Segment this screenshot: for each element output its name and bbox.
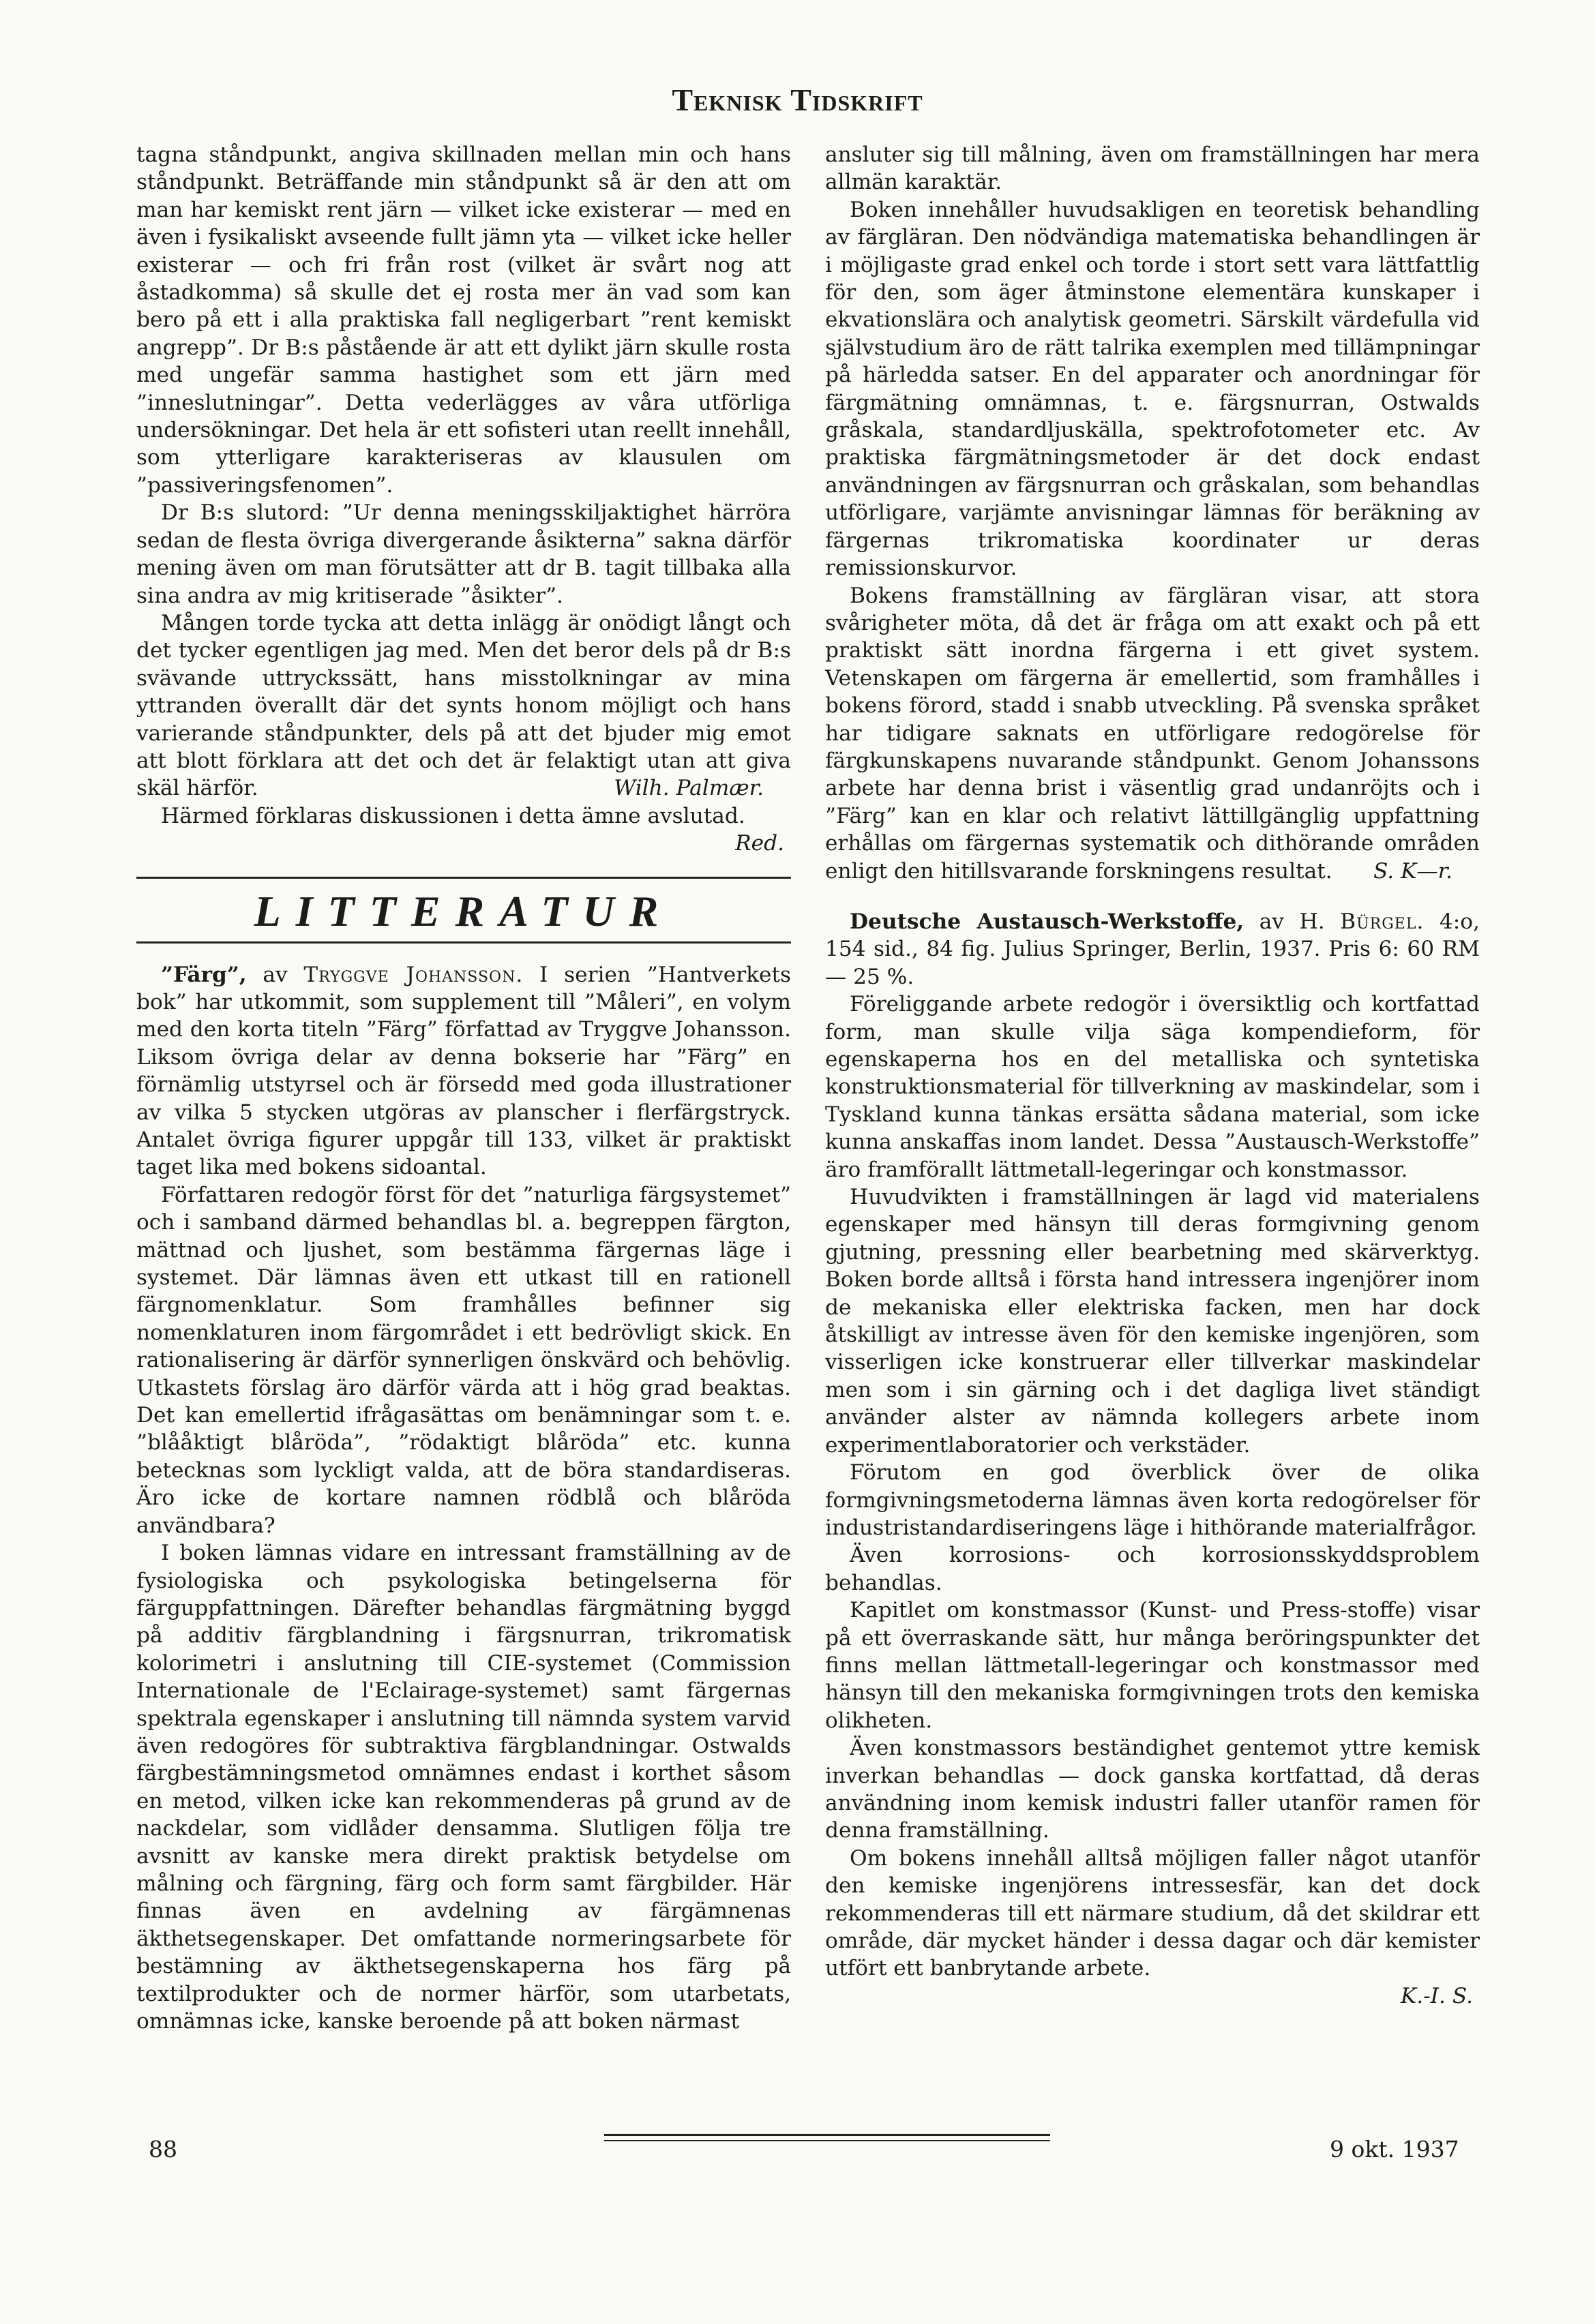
spacer xyxy=(825,885,1480,908)
right-column xyxy=(825,141,1480,2010)
paragraph: I boken lämnas vidare en intressant framställning av de fysiologiska och psykologiska betingelserna för färguppfattningen. Därefter behandlas färgmätning byggd på additiv färgblandning i färgsnurran, trikromatisk kolorimetri i anslutning till CIE-systemet (Commission Internationale de l'Eclairage-systemet) samt färgernas spektrala egenskaper i anslutning till nämnda system varvid även redogöres för subtraktiva färgblandningar. Ostwalds färgbestämningsmetod omnämnes endast i korthet såsom en metod, vilken icke kan rekommenderas på grund av de nackdelar, som vidlåder densamma. Slutligen följa tre avsnitt av kanske mera direkt praktisk betydelse om målning och färgning, färg och form samt färgbilder. Här finnas även en avdelning av färgämnenas äkthetsegenskaper. Det omfattande normeringsarbete för bestämning av äkthetsegenskaperna hos färg på textilprodukter och de normer härför, som utarbetats, omnämnas icke, kanske beroende på att boken närmast xyxy=(136,1541,791,2034)
paragraph: Även korrosions- och korrosionsskyddsproblem behandlas. xyxy=(825,1543,1480,1595)
review-title: ”Färg”, xyxy=(161,962,247,987)
paragraph: Huvudvikten i framställningen är lagd vid materialens egenskaper med hänsyn till deras formgivning genom gjutning, pressning eller bearbetning med skärverktyg. Boken borde alltså i första hand intressera ingenjörer inom de mekaniska eller elektriska facken, men har dock åtskilligt av intresse även för den kemiske ingenjören, som visserligen icke konstruerar eller tillverkar maskindelar men som i sin gärning och i det dagliga livet ständigt använder alster av nämnda kollegers arbete inom experimentlaboratorier och verkstäder. xyxy=(825,1185,1480,1458)
review-by: av H. xyxy=(1259,909,1325,934)
paragraph: ansluter sig till målning, även om framställningen har mera allmän karaktär. xyxy=(825,142,1480,195)
paragraph: Föreliggande arbete redogör i översiktlig och kortfattad form, man skulle vilja säga kompendieform, för egenskaperna hos en del metalliska och syntetiska konstruktionsmaterial för tillverkning av maskindelar, som i Tyskland kunna tänkas ersätta sådana material, som icke kunna anskaffas inom landet. Dessa ”Austausch-Werkstoffe” äro framförallt lättmetall-legeringar och konstmassor. xyxy=(825,992,1480,1182)
paragraph: Kapitlet om konstmassor (Kunst- und Press-stoffe) visar på ett överraskande sätt, hur många beröringspunkter det finns mellan lättmetall-legeringar och konstmassor med hänsyn till den mekaniska formgivningen trots den kemiska olikheten. xyxy=(825,1598,1480,1733)
journal-masthead: Teknisk Tidskrift xyxy=(672,82,923,117)
review-by: av xyxy=(263,962,288,987)
paragraph-text: Bokens framställning av färgläran visar, att stora svårigheter möta, då det är fråga om att exakt och på ett praktiskt sätt inordna färgerna i ett givet system. Vetenskapen om färgerna är emellertid, som framhålles i bokens förord, stadd i snabb utveckling. På svenska språket har tidigare saknats en utförligare redogörelse för färgkunskapens nuvarande ståndpunkt. Genom Johanssons arbete har denna brist i väsentlig grad undanröjts och i ”Färg” kan en klar och relativt lättillgänglig uppfattning erhållas om färgernas systematik och dithörande områden enligt den hitillsvarande forskningens resultat. xyxy=(825,583,1480,884)
signature: K.-I. S. xyxy=(1400,1983,1473,2008)
page-number: 88 xyxy=(149,2136,177,2162)
review-author: Tryggve Johansson. xyxy=(303,962,524,987)
paragraph: Om bokens innehåll alltså möjligen faller något utanför den kemiske ingenjörens intressesfär, kan det dock rekommenderas till ett närmare studium, då det skildrar ett område, där mycket händer i dessa dagar och där kemister utfört ett banbrytande arbete. xyxy=(825,1845,1480,1981)
paragraph: Dr B:s slutord: ”Ur denna meningsskiljaktighet härröra sedan de flesta övriga divergerande åsikterna” sakna därför mening även om man förutsätter att dr B. tagit tillbaka alla sina andra av mig kritiserade ”åsikter”. xyxy=(136,500,791,608)
issue-date: 9 okt. 1937 xyxy=(1330,2136,1459,2162)
review-paragraph xyxy=(825,908,1480,991)
section-heading-box xyxy=(136,877,791,944)
paragraph xyxy=(136,609,791,802)
footer-rule-line xyxy=(604,2134,1050,2136)
section-heading: LITTERATUR xyxy=(254,886,674,935)
footer-rule xyxy=(604,2134,1050,2145)
paragraph: Boken innehåller huvudsakligen en teoretisk behandling av färgläran. Den nödvändiga matematiska behandlingen är i möjligaste grad enkel och torde i stort sett vara lättfattlig för den, som äger åtminstone elementära kunskaper i ekvationslära och analytisk geometri. Särskilt värdefulla vid självstudium äro de rätt talrika exemplen med tillämpningar på härledda satser. En del apparater och anordningar för färgmätning omnämnas, t. e. färgsnurran, Ostwalds gråskala, standardljuskälla, spektrofotometer etc. Av praktiska färgmätningsmetoder är det dock endast användningen av färgsnurran och gråskalan, som behandlas utförligare, varjämte anvisningar lämnas för beräkning av färgernas trikromatiska koordinater ur deras remissionskurvor. xyxy=(825,197,1480,581)
signature: Wilh. Palmær. xyxy=(614,776,764,801)
review-paragraph xyxy=(136,961,791,1181)
review-meta: 4:o, 154 sid., 84 fig. Julius Springer, Berlin, 1937. Pris 6: 60 RM — 25 %. xyxy=(825,909,1480,989)
signature: Red. xyxy=(735,831,784,856)
paragraph: Författaren redogör först för det ”naturliga färgsystemet” och i samband därmed behandlas bl. a. begreppen färgton, mättnad och ljushet, som bestämma färgernas läge i systemet. Där lämnas även ett utkast till en rationell färgnomenklatur. Som framhålles befinner sig nomenklaturen inom färgområdet i ett bedrövligt skick. En rationalisering är därför synnerligen önskvärd och behövlig. Utkastets förslag äro därför värda att i hög grad beaktas. Det kan emellertid ifrågasättas om benämningar som t. e. ”blååktigt blåröda”, ”rödaktigt blåröda” etc. kunna betecknas som lyckligt valda, att de böra standardiseras. Äro icke de kortare namnen rödblå och blåröda användbara? xyxy=(136,1182,791,1538)
paragraph: tagna ståndpunkt, angiva skillnaden mellan min och hans ståndpunkt. Beträffande min ståndpunkt så är den att om man har kemiskt rent järn — vilket icke existerar — med en även i fysikaliskt avseende fullt jämn yta — vilket icke heller existerar — och fri från rost (vilket är svårt nog att åstadkomma) så skulle det ej rosta mer än vad som kan bero på ett i alla praktiska fall negligerbart ”rent kemiskt angrepp”. Dr B:s påstående är att ett dylikt järn skulle rosta med ungefär samma hastighet som ett järn med ”inneslutningar”. Detta vederlägges av våra utförliga undersökningar. Det hela är ett sofisteri utan reellt innehåll, som ytterligare karakteriseras av klausulen om ”passiveringsfenomen”. xyxy=(136,142,791,498)
paragraph-text: Mången torde tycka att detta inlägg är onödigt långt och det tycker egentligen jag med. Men det beror dels på dr B:s svävande uttryckssätt, hans misstolkningar av mina yttranden överallt där det synts honom möjligt och hans varierande ståndpunkter, dels på att det bjuder mig emot att blott förklara att det och det är felaktigt utan att giva skäl härför. xyxy=(136,610,791,801)
left-column xyxy=(136,141,791,2035)
signature: S. K—r. xyxy=(1373,858,1452,884)
editor-note: Härmed förklaras diskussionen i detta ämne avslutad. xyxy=(161,803,745,828)
review-author: Bürgel. xyxy=(1340,909,1425,934)
paragraph: Förutom en god överblick över de olika formgivningsmetoderna lämnas även korta redogörelser för industristandardiseringens läge i hithörande materialfrågor. xyxy=(825,1460,1480,1540)
review-title: Deutsche Austausch-Werkstoffe, xyxy=(850,909,1244,934)
paragraph xyxy=(825,582,1480,885)
footer-rule-line xyxy=(604,2140,1050,2141)
paragraph-text: I serien ”Hantverkets bok” har utkommit, som supplement till ”Måleri”, en volym med den korta titeln ”Färg” författad av Tryggve Johansson. Liksom övriga delar av denna bokserie har ”Färg” en förnämlig utstyrsel och är försedd med goda illustrationer av vilka 5 stycken utgöras av planscher i flerfärgstryck. Antalet övriga figurer uppgår till 133, vilket är praktiskt taget lika med bokens sidoantal. xyxy=(136,962,791,1180)
paragraph: Även konstmassors beständighet gentemot yttre kemisk inverkan behandlas — dock ganska kortfattad, då deras användning inom kemisk industri faller utanför ramen för denna framställning. xyxy=(825,1736,1480,1843)
